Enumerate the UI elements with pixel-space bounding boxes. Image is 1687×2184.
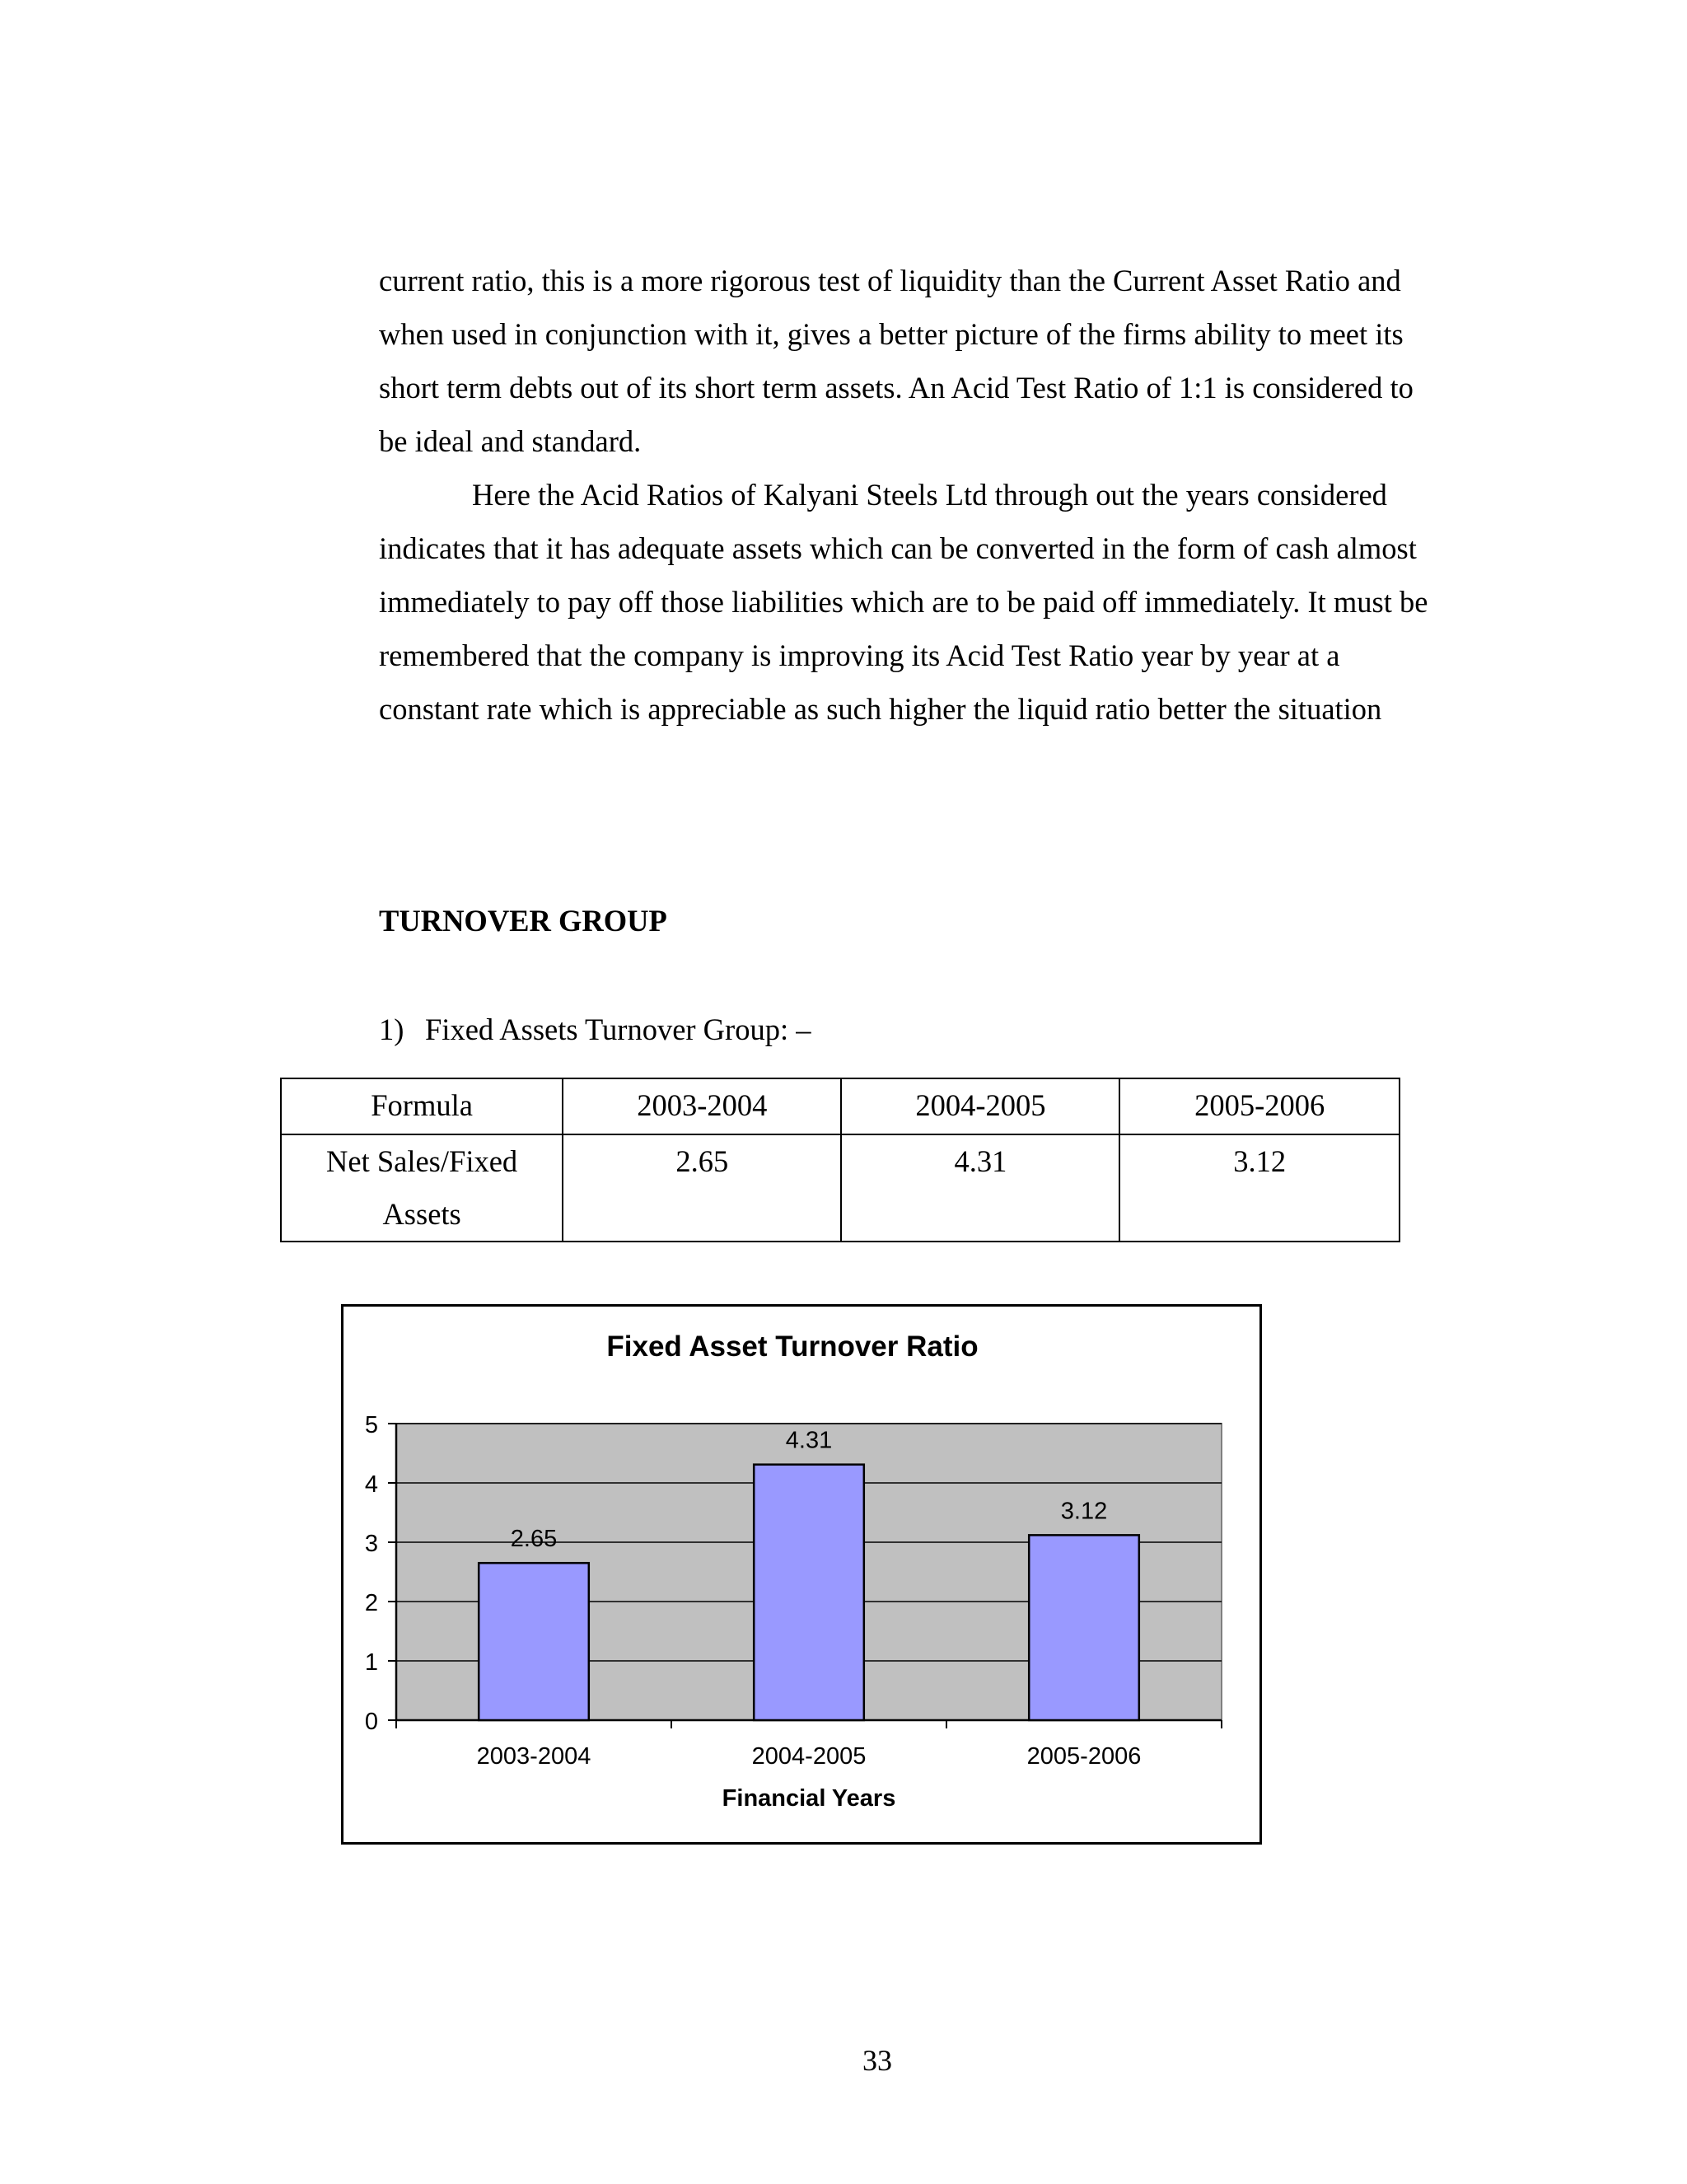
body-text — [379, 254, 1433, 736]
x-tick-label: 2004-2005 — [751, 1743, 867, 1770]
bar — [1029, 1535, 1139, 1720]
section-heading: TURNOVER GROUP — [379, 904, 667, 938]
subheading — [379, 1005, 811, 1055]
value-cell-3: 3.12 — [1119, 1134, 1400, 1242]
data-label: 2.65 — [510, 1526, 558, 1553]
header-formula: Formula — [281, 1078, 563, 1134]
chart-title: Fixed Asset Turnover Ratio — [606, 1331, 979, 1363]
bar — [479, 1563, 589, 1720]
bar-chart — [343, 1307, 1259, 1842]
ratio-table — [280, 1078, 1400, 1242]
formula-cell — [281, 1134, 563, 1242]
table-row — [281, 1134, 1400, 1242]
formula-line-1: Net Sales/Fixed — [326, 1144, 518, 1178]
y-tick-label: 0 — [364, 1709, 378, 1735]
paragraph-2: Here the Acid Ratios of Kalyani Steels Ltd through out the years considered indicates that it has adequate assets which can be converted in the form of cash almost immediately to pay off those liabilities which are to be paid off immediately. It must be remembered that the company is improving its Acid Test Ratio year by year at a constant rate which is appreciable as such higher the liquid ratio better the situation — [379, 478, 1428, 726]
subheading-number: 1) — [379, 1012, 404, 1046]
page-number: 33 — [862, 2044, 892, 2077]
data-label: 3.12 — [1060, 1498, 1108, 1525]
x-tick-label: 2003-2004 — [476, 1743, 591, 1770]
x-axis-title: Financial Years — [722, 1785, 896, 1812]
subheading-text: Fixed Assets Turnover Group: – — [425, 1012, 811, 1046]
header-year-2: 2004-2005 — [841, 1078, 1119, 1134]
header-year-3: 2005-2006 — [1119, 1078, 1400, 1134]
value-cell-2: 4.31 — [841, 1134, 1119, 1242]
value-cell-1: 2.65 — [563, 1134, 841, 1242]
y-tick-label: 1 — [364, 1649, 378, 1676]
y-tick-label: 2 — [364, 1590, 378, 1616]
header-year-1: 2003-2004 — [563, 1078, 841, 1134]
formula-line-2: Assets — [382, 1197, 461, 1231]
chart-container — [341, 1304, 1262, 1845]
y-tick-label: 5 — [364, 1412, 378, 1438]
x-tick-label: 2005-2006 — [1026, 1743, 1142, 1770]
y-tick-label: 3 — [364, 1531, 378, 1557]
data-label: 4.31 — [785, 1427, 833, 1454]
y-tick-label: 4 — [364, 1471, 378, 1498]
table-header-row — [281, 1078, 1400, 1134]
paragraph-1: current ratio, this is a more rigorous test of liquidity than the Current Asset Ratio and when used in conjunction with it, gives a better picture of the firms ability to meet its short term debts out of its short term assets. An Acid Test Ratio of 1:1 is considered to be ideal and standard. — [379, 264, 1414, 458]
bar — [754, 1465, 864, 1720]
